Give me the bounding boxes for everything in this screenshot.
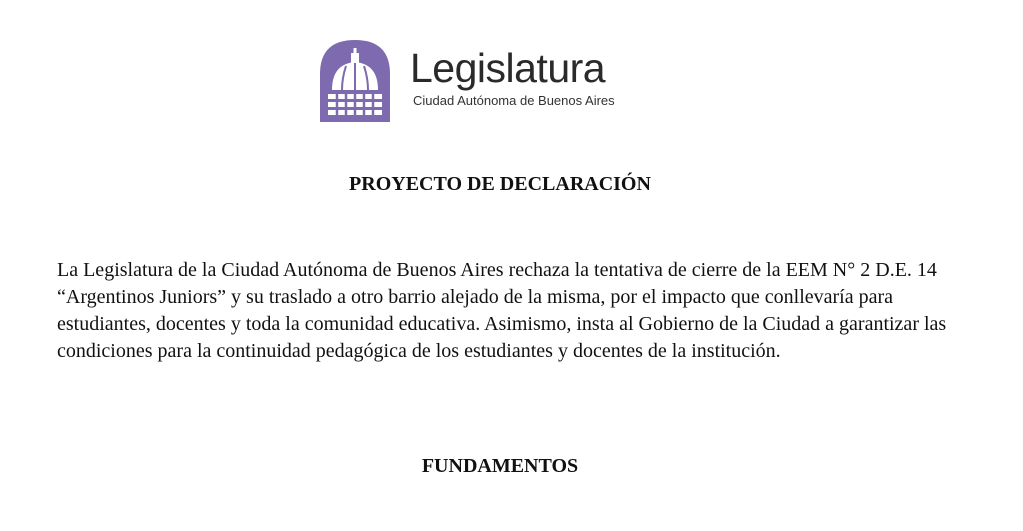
legislature-dome-icon (318, 38, 392, 122)
legislatura-logo (318, 30, 708, 130)
declaration-paragraph: La Legislatura de la Ciudad Autónoma de Buenos Aires rechaza la tentativa de cierre de la EEM N° 2 D.E. 14 “Argentinos Juniors” y su traslado a otro barrio alejado de la misma, por el impacto que conllevaría para estudiantes, docentes y toda la comunidad educativa. Asimismo, insta al Gobierno de la Ciudad a garantizar las condiciones para la continuidad pedagógica de los estudiantes y docentes de la institución. (57, 259, 947, 362)
logo-subtitle: Ciudad Autónoma de Buenos Aires (413, 93, 615, 108)
section-heading-fundamentos: FUNDAMENTOS (421, 455, 579, 477)
document-heading: PROYECTO DE DECLARACIÓN (349, 173, 651, 195)
logo-title: Legislatura (410, 45, 606, 91)
